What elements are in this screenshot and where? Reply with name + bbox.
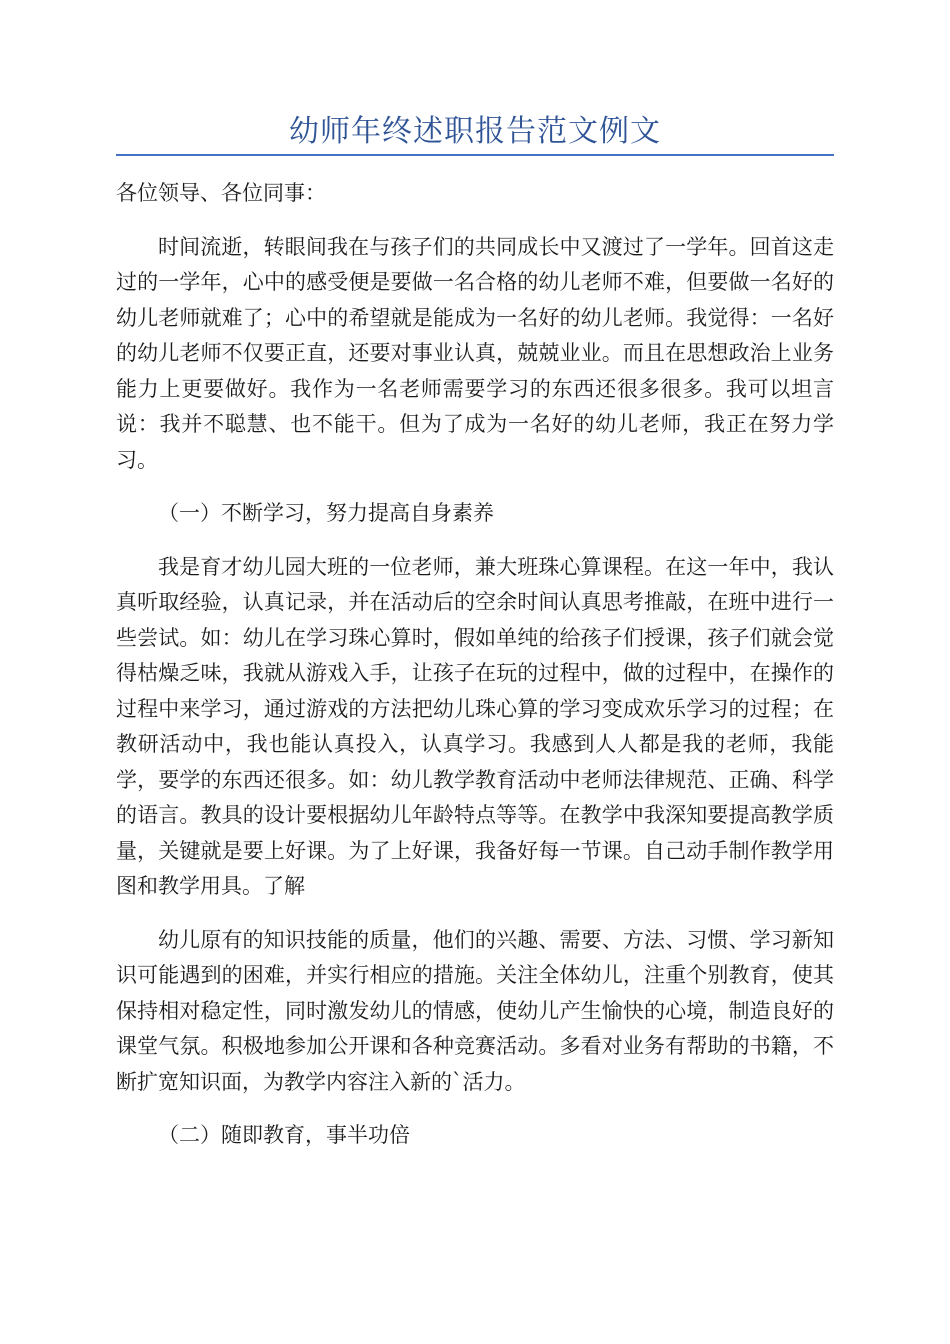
body-paragraph-2: 幼儿原有的知识技能的质量，他们的兴趣、需要、方法、习惯、学习新知识可能遇到的困难，并实行相应的措施。关注全体幼儿，注重个别教育，使其保持相对稳定性，同时激发幼儿的情感，使幼儿产生愉快的心境，制造良好的课堂气氛。积极地参加公开课和各种竞赛活动。多看对业务有帮助的书籍，不断扩宽知识面，为教学内容注入新的`活力。 [116, 927, 834, 1094]
section-heading-1: （一）不断学习，努力提高自身素养 [158, 501, 494, 525]
document-title: 幼师年终述职报告范文例文 [289, 114, 661, 149]
greeting-paragraph: 各位领导、各位同事： [116, 181, 326, 205]
title-underline [116, 154, 834, 156]
document-body [116, 176, 834, 1172]
body-paragraph-1: 我是育才幼儿园大班的一位老师，兼大班珠心算课程。在这一年中，我认真听取经验，认真记录，并在活动后的空余时间认真思考推敲，在班中进行一些尝试。如：幼儿在学习珠心算时，假如单纯的给孩子们授课，孩子们就会觉得枯燥乏味，我就从游戏入手，让孩子在玩的过程中，做的过程中，在操作的过程中来学习，通过游戏的方法把幼儿珠心算的学习变成欢乐学习的过程；在教研活动中，我也能认真投入，认真学习。我感到人人都是我的老师，我能学，要学的东西还很多。如：幼儿教学教育活动中老师法律规范、正确、科学的语言。教具的设计要根据幼儿年龄特点等等。在教学中我深知要提高教学质量，关键就是要上好课。为了上好课，我备好每一节课。自己动手制作教学用图和教学用具。了解 [116, 554, 834, 898]
section-heading-2: （二）随即教育，事半功倍 [158, 1123, 410, 1147]
intro-paragraph: 时间流逝，转眼间我在与孩子们的共同成长中又渡过了一学年。回首这走过的一学年，心中的感受便是要做一名合格的幼儿老师不难，但要做一名好的幼儿老师就难了；心中的希望就是能成为一名好的幼儿老师。我觉得：一名好的幼儿老师不仅要正直，还要对事业认真，兢兢业业。而且在思想政治上业务能力上更要做好。我作为一名老师需要学习的东西还很多很多。我可以坦言说：我并不聪慧、也不能干。但为了成为一名好的幼儿老师，我正在努力学习。 [116, 234, 834, 472]
